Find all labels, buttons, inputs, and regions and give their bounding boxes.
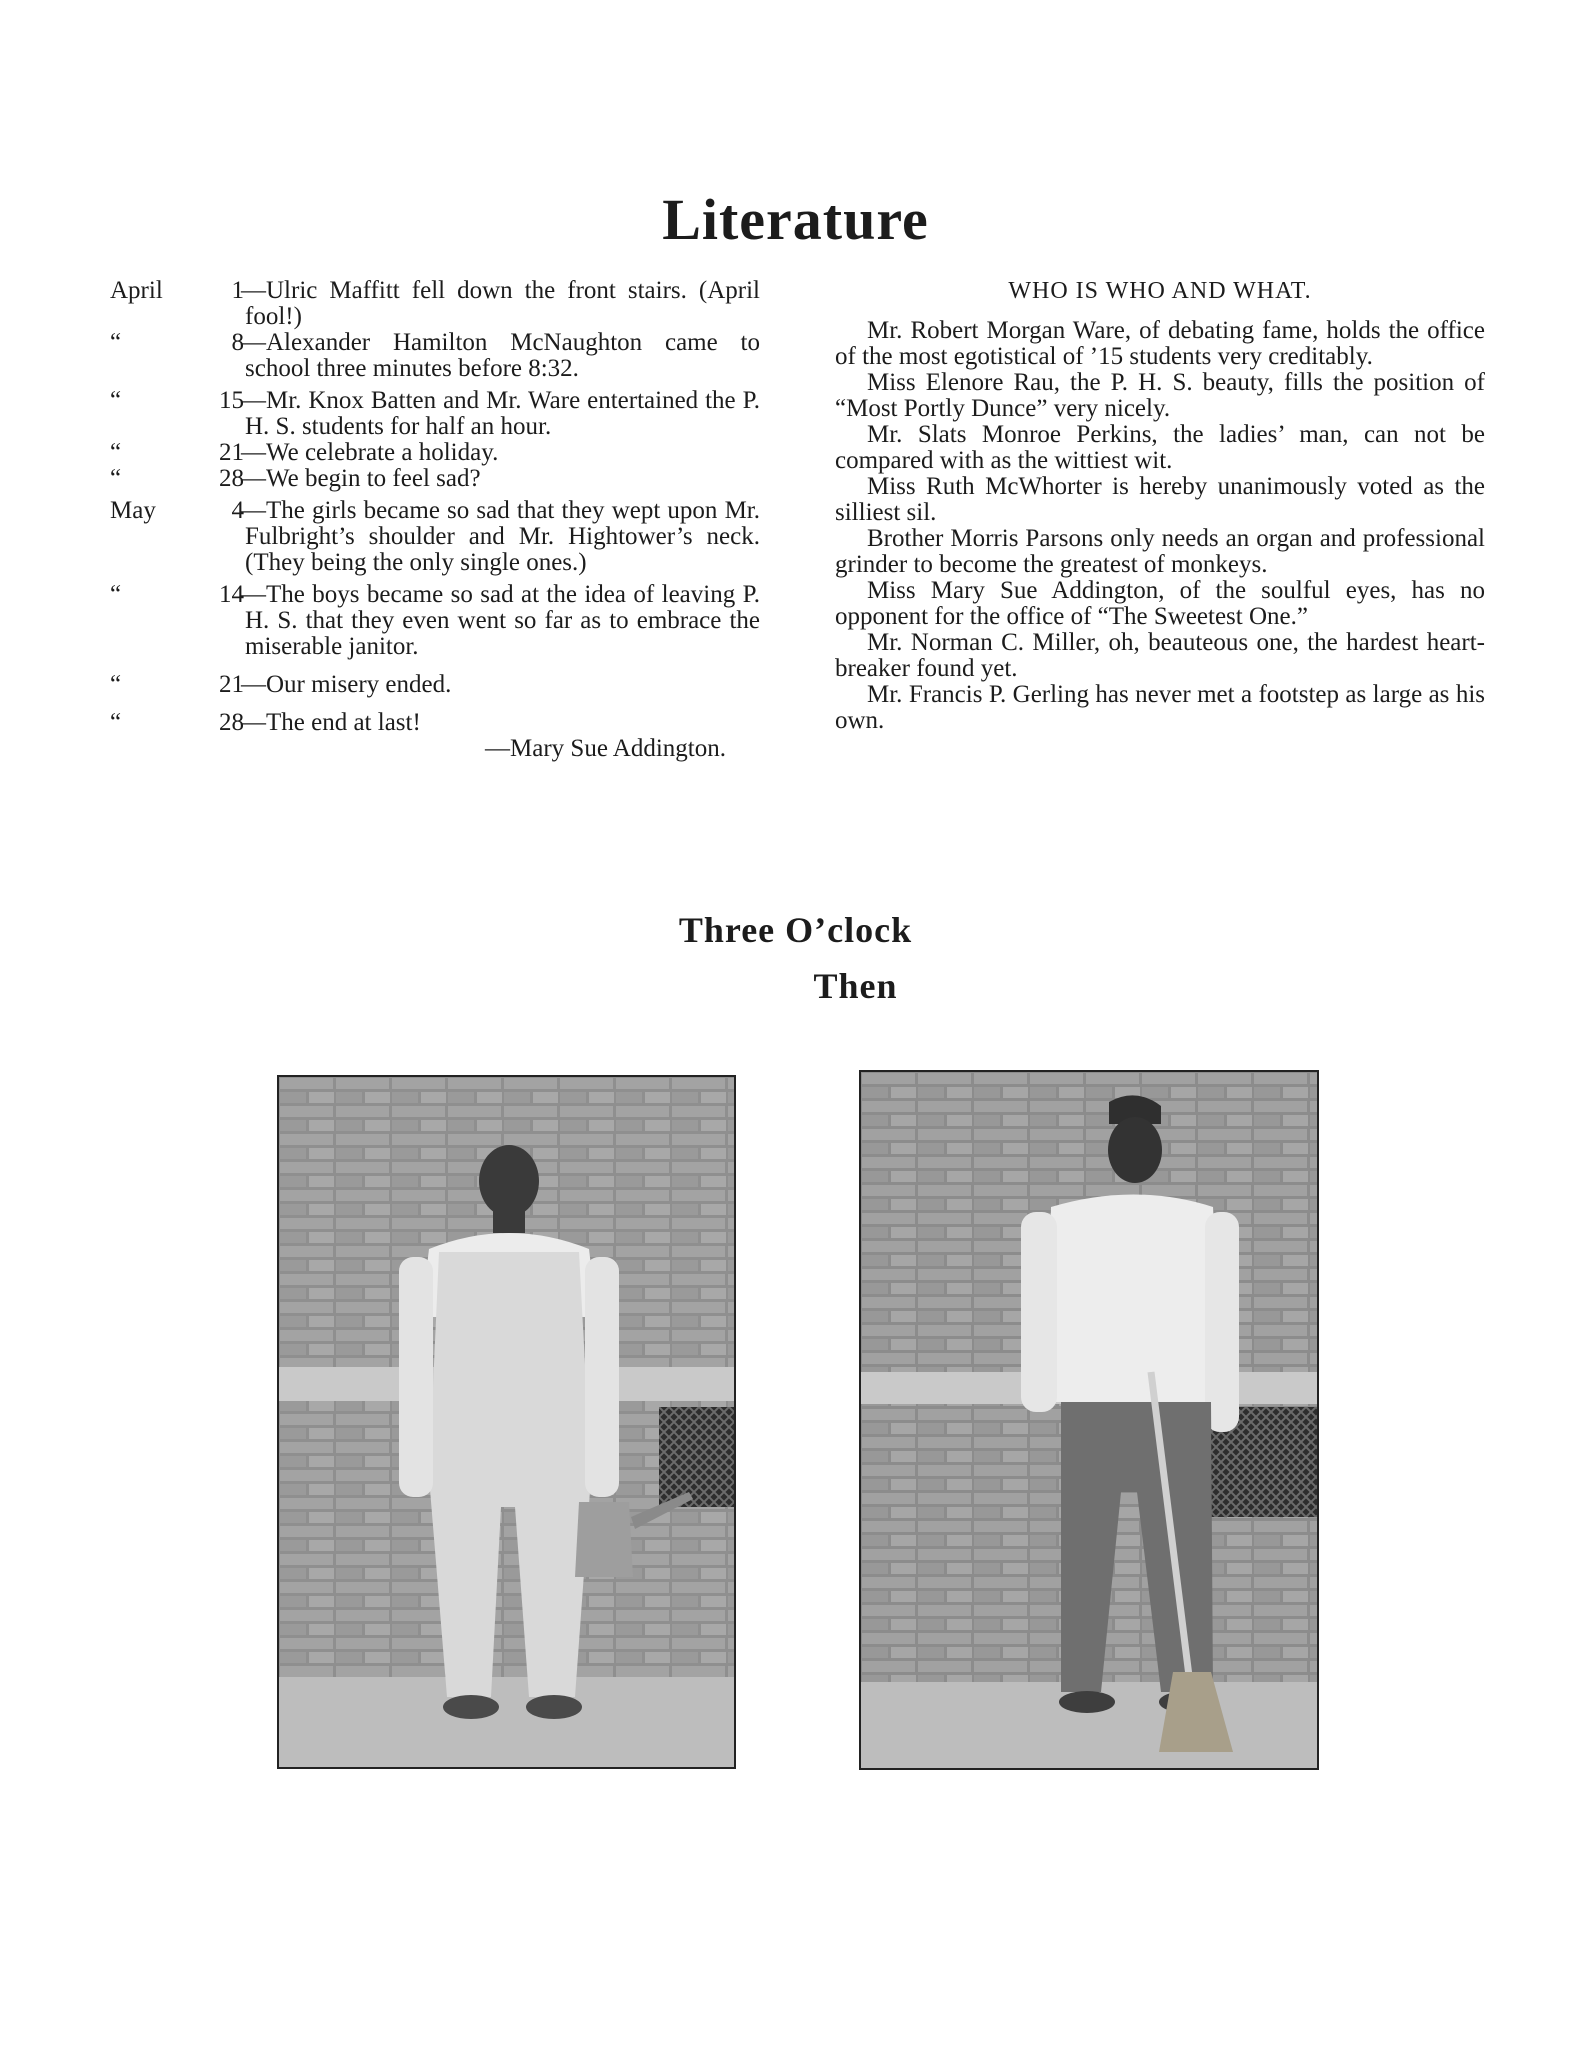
photo-man-with-broom — [859, 1070, 1319, 1770]
entry-day: 15 — [219, 387, 244, 414]
photo-section-heading: Three O’clock — [678, 910, 913, 950]
entry-day: 28 — [219, 465, 244, 492]
who-is-who-paragraph: Mr. Francis P. Gerling has never met a footstep as large as his own. — [835, 681, 1485, 734]
who-is-who-paragraph: Mr. Robert Morgan Ware, of debating fame, holds the office of the most egotistical of ’15 students very creditably. — [835, 317, 1485, 370]
calendar-entry — [110, 672, 760, 698]
who-is-who-paragraph: Miss Mary Sue Addington, of the soulful eyes, has no opponent for the office of “The Sweetest One.” — [835, 577, 1485, 630]
entry-text: —We begin to feel sad? — [241, 465, 481, 492]
entry-day: 4 — [231, 497, 244, 524]
entry-month: May — [110, 497, 156, 524]
entry-text: —Alexander Hamilton McNaughton came to school three minutes before 8:32. — [241, 329, 760, 382]
entry-text: —Mr. Knox Batten and Mr. Ware entertained the P. H. S. students for half an hour. — [241, 387, 760, 440]
entry-text: —Ulric Maffitt fell down the front stairs. (April fool!) — [241, 277, 760, 330]
entry-month: April — [110, 277, 163, 304]
entry-day: 1 — [231, 277, 244, 304]
who-is-who-column — [835, 278, 1485, 734]
entry-month: “ — [110, 387, 122, 414]
entry-month: “ — [110, 671, 122, 698]
entry-text: —We celebrate a holiday. — [241, 439, 499, 466]
entry-month: “ — [110, 465, 122, 492]
entry-day: 8 — [231, 329, 244, 356]
entry-text: —Our misery ended. — [241, 671, 452, 698]
who-is-who-paragraph: Mr. Norman C. Miller, oh, beauteous one, the hardest heart-breaker found yet. — [835, 629, 1485, 682]
who-is-who-paragraph: Miss Ruth McWhorter is hereby unanimously voted as the silliest sil. — [835, 473, 1485, 526]
entry-month: “ — [110, 709, 122, 736]
entry-text: —The girls became so sad that they wept upon Mr. Fulbright’s shoulder and Mr. Hightower’s neck. (They being the only single ones.) — [241, 497, 760, 576]
calendar-entry — [110, 710, 760, 736]
calendar-entry — [110, 582, 760, 660]
calendar-entry — [110, 440, 760, 466]
calendar-entry — [110, 498, 760, 576]
entry-month: “ — [110, 329, 122, 356]
entry-month: “ — [110, 581, 122, 608]
calendar-entry — [110, 330, 760, 382]
calendar-entry — [110, 278, 760, 330]
who-is-who-paragraph: Miss Elenore Rau, the P. H. S. beauty, fills the position of “Most Portly Dunce” very nicely. — [835, 369, 1485, 422]
calendar-entry — [110, 466, 760, 492]
calendar-entry — [110, 388, 760, 440]
calendar-column — [110, 278, 760, 762]
who-is-who-paragraph: Mr. Slats Monroe Perkins, the ladies’ man, can not be compared with as the wittiest wit. — [835, 421, 1485, 474]
who-is-who-paragraph: Brother Morris Parsons only needs an organ and professional grinder to become the greatest of monkeys. — [835, 525, 1485, 578]
entry-text: —The end at last! — [241, 709, 421, 736]
entry-day: 28 — [219, 709, 244, 736]
entry-month: “ — [110, 439, 122, 466]
entry-text: —The boys became so sad at the idea of leaving P. H. S. that they even went so far as to embrace the miserable janitor. — [241, 581, 760, 660]
photo-section-subheading: Then — [813, 966, 898, 1006]
entry-day: 14 — [219, 581, 244, 608]
who-is-who-heading: WHO IS WHO AND WHAT. — [1008, 278, 1312, 304]
page-title: Literature — [662, 186, 929, 252]
entry-day: 21 — [219, 439, 244, 466]
entry-day: 21 — [219, 671, 244, 698]
calendar-signature: —Mary Sue Addington. — [485, 735, 726, 762]
photo-man-with-watering-can — [277, 1075, 736, 1769]
